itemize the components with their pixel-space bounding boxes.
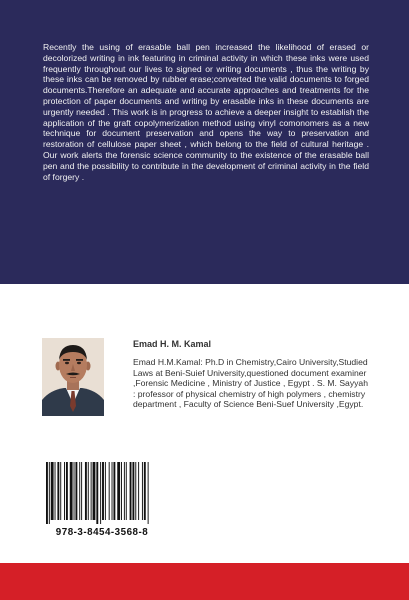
abstract-panel (0, 0, 409, 284)
barcode-bars (40, 462, 164, 526)
author-photo (42, 338, 104, 416)
barcode (40, 462, 164, 538)
isbn-number: 978-3-8454-3568-8 (55, 527, 149, 538)
author-portrait-image (42, 338, 104, 416)
author-name: Emad H. M. Kamal (133, 339, 212, 349)
abstract-text: Recently the using of erasable ball pen increased the likelihood of erased or decolorized writing in ink featuring in criminal activity in which these inks were used frequently throughout our lives to signed or writing documents , thus the writing by these inks can be removed by rubber erase;converted the valid documents to forged documents.Therefore an adequate and accurate approaches and treatments for the protection of paper documents and writing by erasable inks in these documents are urgently needed . This work is in progress to achieve a deeper insight to establish the application of the graft copolymerization method using vinyl comonomers as a new technique for document preservation and opens the way to preservation and restoration of cellulose paper sheet , which belong to the field of cultural heritage . Our work alerts the forensic science community to the existence of the erasable ball pen and the possibility to contribute in the development of criminal activity in the field of forgery . (43, 42, 369, 182)
bottom-color-band (0, 563, 409, 600)
author-bio: Emad H.M.Kamal: Ph.D in Chemistry,Cairo University,Studied Laws at Beni-Suief University,questioned document examiner ,Forensic Medicine , Ministry of Justice , Egypt . S. M. Sayyah : professor of physical chemistry of high polymers , chemistry department , Faculty of Science Beni-Suef University ,Egypt. (133, 357, 368, 409)
